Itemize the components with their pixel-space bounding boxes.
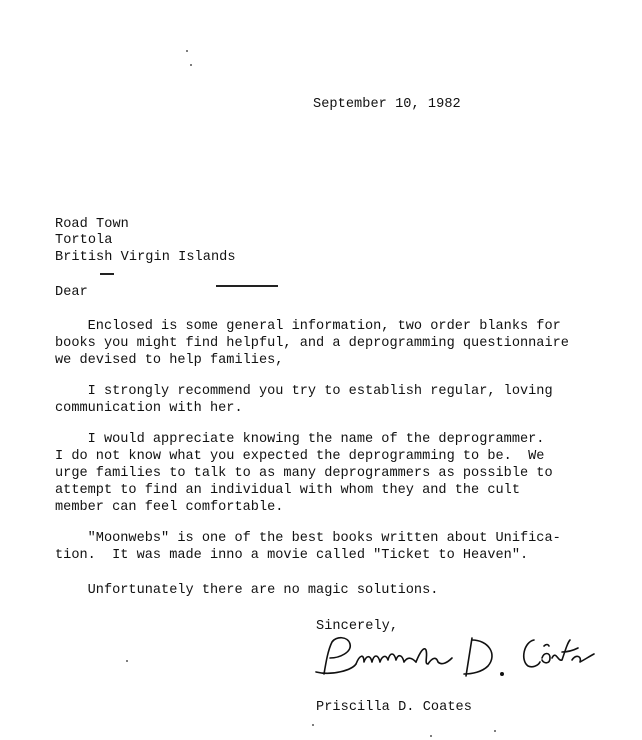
paragraph-3 (55, 431, 625, 516)
paragraph-line: I would appreciate knowing the name of the deprogrammer. (55, 432, 545, 447)
scan-speck (312, 724, 314, 726)
scan-speck (430, 735, 432, 737)
address-line: Road Town (55, 217, 129, 232)
blank-line (216, 285, 278, 287)
scan-speck (494, 730, 496, 732)
greeting: Dear (55, 285, 88, 300)
paragraph-line: Enclosed is some general information, two order blanks for (55, 319, 561, 334)
handwritten-signature (312, 632, 602, 690)
closing: Sincerely, (316, 619, 399, 634)
letter-date: September 10, 1982 (313, 97, 461, 112)
paragraph-line: we devised to help families, (55, 353, 284, 368)
paragraph-line: books you might find helpful, and a deprogramming questionnaire (55, 336, 569, 351)
paragraph-line: attempt to find an individual with whom they and the cult (55, 483, 520, 498)
scan-speck (190, 64, 192, 66)
address-line: Tortola (55, 233, 113, 248)
paragraph-5 (55, 582, 625, 599)
paragraph-line: tion. It was made inno a movie called "Ticket to Heaven". (55, 548, 529, 563)
paragraph-line: urge families to talk to as many deprogrammers as possible to (55, 466, 553, 481)
scan-speck (126, 660, 128, 662)
blank-mark (100, 273, 114, 275)
scan-speck (186, 50, 188, 52)
signature-name: Priscilla D. Coates (316, 700, 472, 715)
paragraph-1 (55, 318, 625, 369)
paragraph-2 (55, 383, 625, 417)
paragraph-4 (55, 530, 625, 564)
paragraph-line: I do not know what you expected the deprogramming to be. We (55, 449, 545, 464)
paragraph-line: "Moonwebs" is one of the best books written about Unifica- (55, 531, 561, 546)
address-line: British Virgin Islands (55, 250, 236, 265)
paragraph-line: member can feel comfortable. (55, 500, 284, 515)
paragraph-line: Unfortunately there are no magic solutions. (55, 583, 439, 598)
paragraph-line: I strongly recommend you try to establish regular, loving (55, 384, 553, 399)
paragraph-line: communication with her. (55, 401, 243, 416)
